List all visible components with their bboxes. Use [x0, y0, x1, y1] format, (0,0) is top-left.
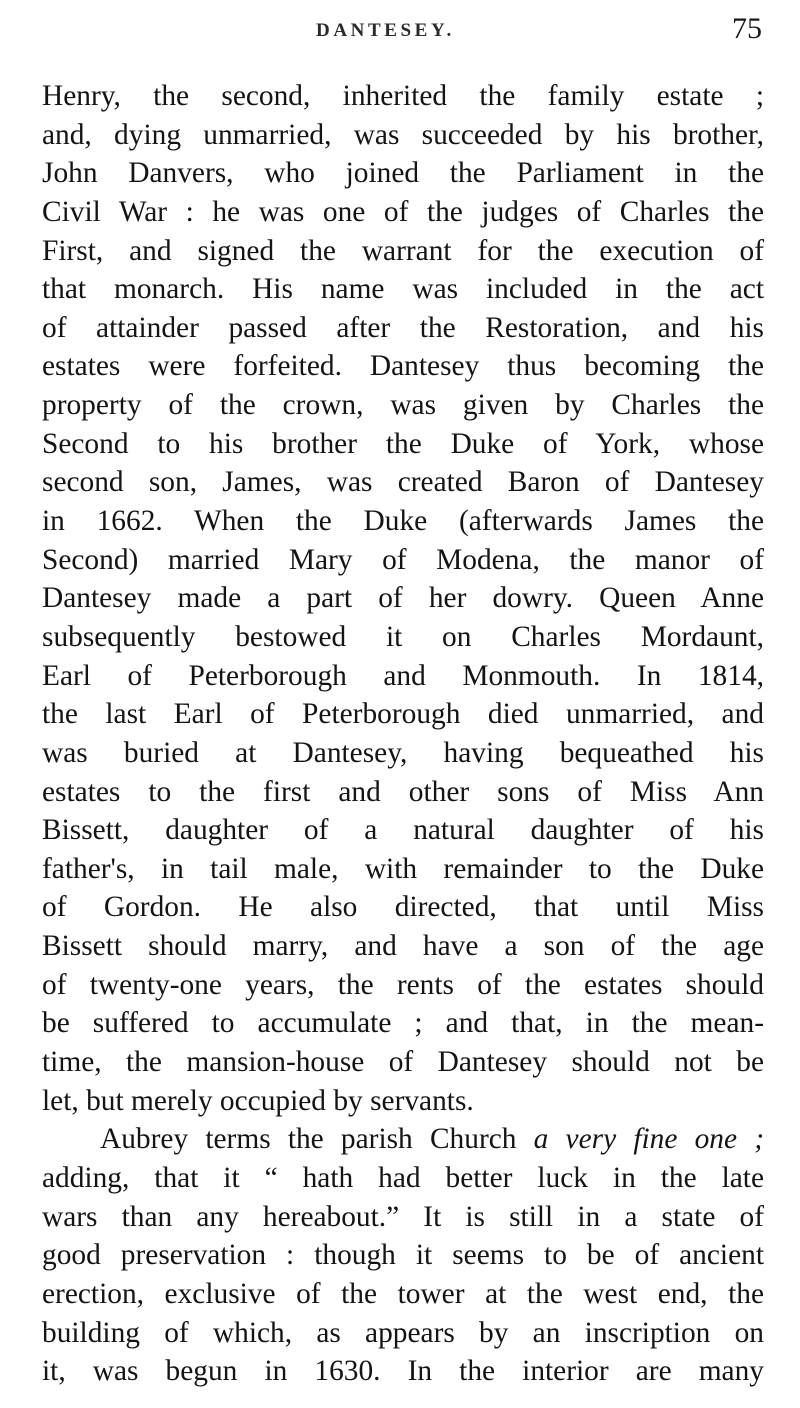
text-line: Dantesey made a part of her dowry. Queen Anne	[42, 582, 764, 615]
text-line: in 1662. When the Duke (afterwards James the	[42, 505, 764, 538]
text-line: that monarch. His name was included in the act	[42, 273, 764, 306]
text-line: of Gordon. He also directed, that until Miss	[42, 891, 764, 924]
text-line: the last Earl of Peterborough died unmarried, and	[42, 698, 764, 731]
body-text	[42, 77, 764, 1391]
text-line: Bissett, daughter of a natural daughter of his	[42, 814, 764, 847]
text-line: and, dying unmarried, was succeeded by his brother,	[42, 118, 764, 151]
text-line: estates were forfeited. Dantesey thus becoming the	[42, 350, 764, 383]
text-line: time, the mansion-house of Dantesey should not be	[42, 1046, 764, 1079]
text-line: First, and signed the warrant for the execution of	[42, 234, 764, 267]
text-line: estates to the first and other sons of Miss Ann	[42, 775, 764, 808]
text-line: property of the crown, was given by Charles the	[42, 389, 764, 422]
text-line: father's, in tail male, with remainder to the Duke	[42, 852, 764, 885]
text-line: erection, exclusive of the tower at the west end, the	[42, 1277, 764, 1310]
text-line: was buried at Dantesey, having bequeathed his	[42, 736, 764, 769]
page-number: 75	[732, 12, 762, 45]
paragraph-1	[42, 77, 764, 1120]
text-line: second son, James, was created Baron of Dantesey	[42, 466, 764, 499]
paragraph-2	[42, 1120, 764, 1390]
text-line: be suffered to accumulate ; and that, in the mean-	[42, 1007, 764, 1040]
text-run: Aubrey terms the parish Church	[100, 1123, 534, 1156]
text-line: let, but merely occupied by servants.	[42, 1084, 474, 1117]
text-line: Earl of Peterborough and Monmouth. In 1814,	[42, 659, 764, 692]
text-line	[42, 1120, 764, 1159]
text-line: building of which, as appears by an inscription on	[42, 1316, 764, 1349]
text-line: subsequently bestowed it on Charles Mordaunt,	[42, 620, 764, 653]
text-line: adding, that it “ hath had better luck in the late	[42, 1161, 764, 1194]
running-title: DANTESEY.	[316, 20, 455, 41]
text-line: John Danvers, who joined the Parliament in the	[42, 157, 764, 190]
text-line: good preservation : though it seems to be of ancient	[42, 1239, 764, 1272]
text-line: Second to his brother the Duke of York, whose	[42, 427, 764, 460]
text-line: of attainder passed after the Restoration, and his	[42, 311, 764, 344]
italic-quote: a very fine one ;	[533, 1123, 764, 1156]
text-line: wars than any hereabout.” It is still in a state of	[42, 1200, 764, 1233]
text-line: Bissett should marry, and have a son of the age	[42, 930, 764, 963]
text-line: Second) married Mary of Modena, the manor of	[42, 543, 764, 576]
text-line: Civil War : he was one of the judges of Charles the	[42, 195, 764, 228]
text-line: it, was begun in 1630. In the interior are many	[42, 1355, 764, 1388]
running-header	[0, 10, 800, 50]
text-line: Henry, the second, inherited the family estate ;	[42, 80, 764, 112]
text-line: of twenty-one years, the rents of the estates should	[42, 968, 764, 1001]
